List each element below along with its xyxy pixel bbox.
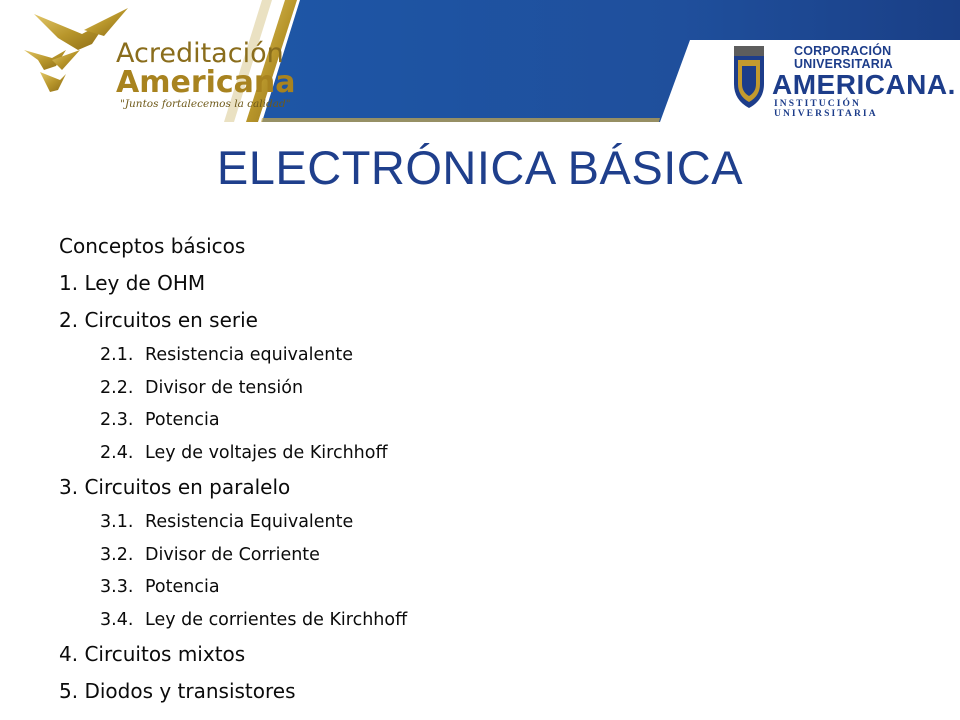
subitem-text: Potencia bbox=[145, 577, 220, 597]
subitem-text: Potencia bbox=[145, 410, 220, 430]
outline-subitem bbox=[100, 375, 407, 408]
outline-subitem bbox=[100, 407, 407, 440]
outline-item: Conceptos básicos bbox=[59, 234, 246, 258]
outline-item: 3. Circuitos en paralelo bbox=[59, 475, 291, 499]
subitem-number: 2.1. bbox=[100, 345, 134, 365]
accreditation-slogan: "Juntos fortalecemos la calidad" bbox=[120, 98, 291, 110]
shield-emblem bbox=[734, 46, 764, 108]
outline-subitem bbox=[100, 574, 407, 607]
outline-item: 2. Circuitos en serie bbox=[59, 308, 258, 332]
institution-line1: CORPORACIÓN UNIVERSITARIA bbox=[794, 44, 893, 71]
topic-outline bbox=[59, 231, 407, 713]
subitem-number: 3.2. bbox=[100, 544, 134, 565]
subitem-text: Divisor de tensión bbox=[145, 377, 304, 398]
outline-subitem bbox=[100, 607, 407, 640]
institution-line2: AMERICANA. bbox=[772, 69, 956, 100]
outline-item: 5. Diodos y transistores bbox=[59, 679, 296, 703]
outline-subitem bbox=[100, 440, 407, 473]
accreditation-line2: Americana bbox=[116, 65, 296, 100]
slide-title: ELECTRÓNICA BÁSICA bbox=[216, 141, 744, 194]
subitem-number: 3.4. bbox=[100, 609, 134, 630]
subitem-text: Divisor de Corriente bbox=[145, 544, 320, 565]
subitem-number: 2.2. bbox=[100, 377, 134, 398]
outline-item: 4. Circuitos mixtos bbox=[59, 642, 246, 666]
subitem-text: Resistencia equivalente bbox=[145, 345, 353, 365]
subitem-text: Resistencia Equivalente bbox=[145, 512, 354, 532]
accreditation-logo-text bbox=[116, 40, 296, 110]
outline-subitem bbox=[100, 542, 407, 575]
outline-item: 1. Ley de OHM bbox=[59, 271, 206, 295]
slide-header bbox=[0, 0, 960, 122]
outline-subitem bbox=[100, 342, 407, 375]
subitem-text: Ley de corrientes de Kirchhoff bbox=[145, 609, 408, 630]
subitem-number: 2.4. bbox=[100, 442, 134, 463]
bird-logo bbox=[24, 8, 128, 92]
outline-subitem bbox=[100, 509, 407, 542]
subitem-number: 3.3. bbox=[100, 577, 134, 597]
institution-line3: INSTITUCIÓN UNIVERSITARIA bbox=[774, 99, 878, 119]
subitem-number: 2.3. bbox=[100, 410, 134, 430]
subitem-number: 3.1. bbox=[100, 512, 134, 532]
subitem-text: Ley de voltajes de Kirchhoff bbox=[145, 442, 388, 463]
institution-logo-text bbox=[772, 45, 960, 119]
accreditation-line1: Acreditación bbox=[116, 38, 284, 69]
